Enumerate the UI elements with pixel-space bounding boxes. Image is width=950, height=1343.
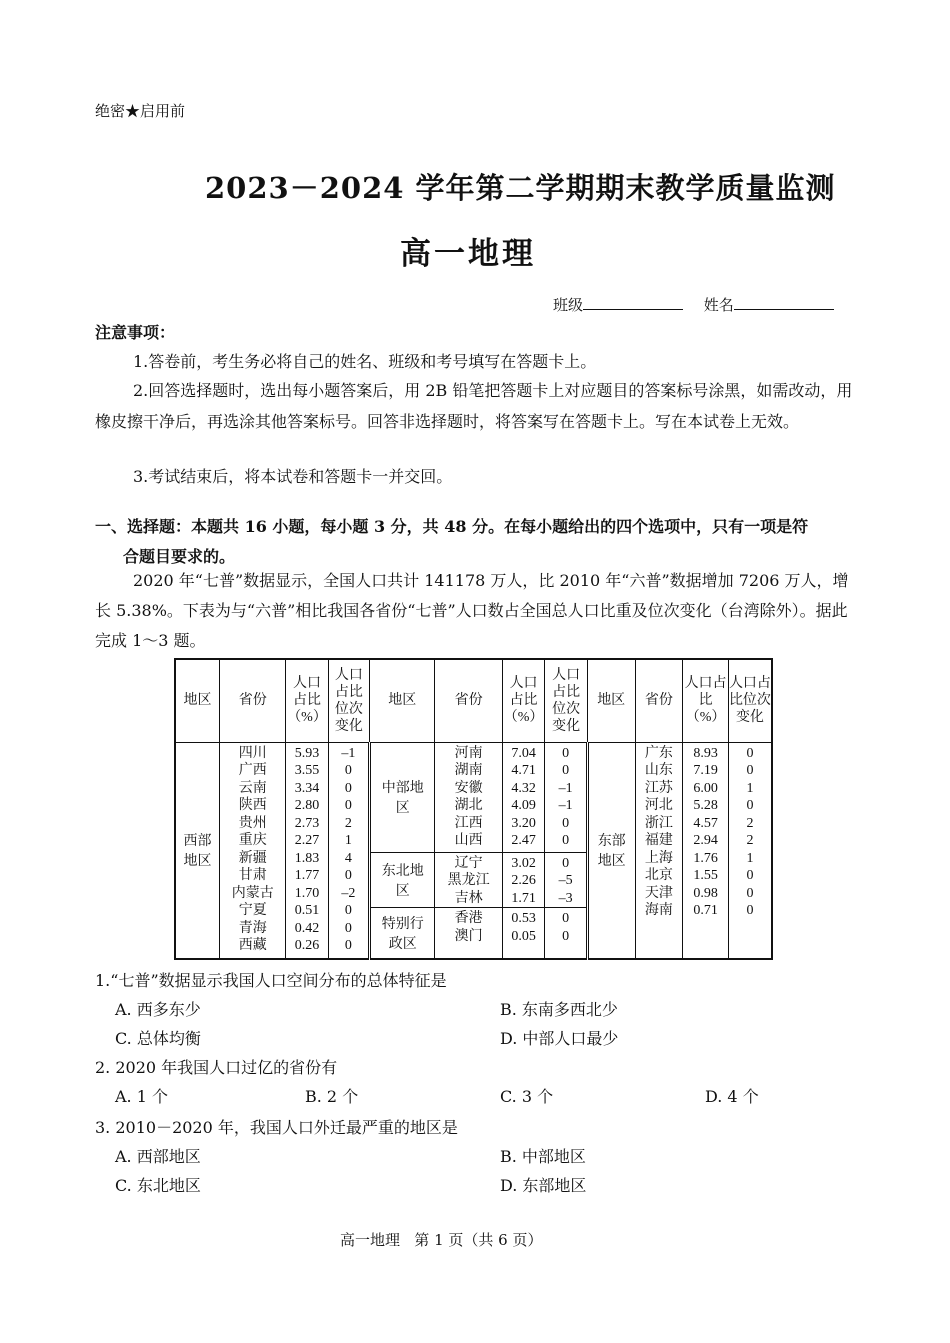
th-share: 人口占比（%）	[286, 659, 328, 742]
th-region: 地区	[370, 659, 435, 742]
section-heading-line1: 一、选择题：本题共 16 小题，每小题 3 分，共 48 分。在每小题给出的四个选项中，只有一项是符	[95, 517, 809, 536]
table-header-row	[175, 659, 772, 742]
question-3-option-a[interactable]: A. 西部地区	[115, 1147, 201, 1166]
material-intro: 2020 年“七普”数据显示，全国人口共计 141178 万人，比 2010 年“六普”数据增加 7206 万人，增长 5.38%。下表为与“六普”相比我国各省份“七普”人口数占全国总人口比重及位次变化（台湾除外）。据此完成 1～3 题。	[95, 571, 849, 650]
class-name-line	[553, 294, 850, 315]
notice-title: 注意事项：	[95, 323, 176, 342]
name-blank[interactable]	[734, 295, 834, 310]
th-province: 省份	[635, 659, 683, 742]
west-ranks: –1 0 0 0 2 1 4 0 –2 0 0 0	[328, 742, 369, 959]
central-shares: 7.04 4.71 4.32 4.09 3.20 2.47	[502, 742, 545, 852]
west-shares: 5.93 3.55 3.34 2.80 2.73 2.27 1.83 1.77 1.70 0.51 0.42 0.26	[286, 742, 328, 959]
notice-item-1: 1.答卷前，考生务必将自己的姓名、班级和考号填写在答题卡上。	[133, 352, 597, 371]
question-3-option-c[interactable]: C. 东北地区	[115, 1176, 201, 1195]
th-rank: 人口占比位次变化	[545, 659, 588, 742]
question-1-option-c[interactable]: C. 总体均衡	[115, 1029, 201, 1048]
sar-ranks: 0 0	[545, 908, 588, 959]
question-1-stem: 1.“七普”数据显示我国人口空间分布的总体特征是	[95, 971, 447, 990]
question-3-option-d[interactable]: D. 东部地区	[500, 1176, 587, 1195]
subject-title: 高一地理	[400, 236, 536, 272]
sar-provinces: 香港 澳门	[435, 908, 502, 959]
population-table	[174, 658, 773, 960]
east-ranks: 0 0 1 0 2 2 1 0 0 0	[728, 742, 772, 959]
west-region: 西部地区	[175, 742, 220, 959]
th-province: 省份	[435, 659, 502, 742]
notice-item-2: 2.回答选择题时，选出每小题答案后，用 2B 铅笔把答题卡上对应题目的答案标号涂黑，如需改动，用橡皮擦干净后，再选涂其他答案标号。回答非选择题时，将答案写在答题卡上。写在本试卷上无效。	[95, 381, 853, 431]
west-provinces: 四川 广西 云南 陕西 贵州 重庆 新疆 甘肃 内蒙古 宁夏 青海 西藏	[220, 742, 286, 959]
exam-title: 2023－2024 学年第二学期期末教学质量监测	[205, 171, 836, 205]
east-provinces: 广东 山东 江苏 河北 浙江 福建 上海 北京 天津 海南	[635, 742, 683, 959]
name-label: 姓名	[703, 296, 734, 314]
central-provinces: 河南 湖南 安徽 湖北 江西 山西	[435, 742, 502, 852]
question-2-option-b[interactable]: B. 2 个	[305, 1087, 359, 1106]
question-2-option-c[interactable]: C. 3 个	[500, 1087, 554, 1106]
question-3-option-b[interactable]: B. 中部地区	[500, 1147, 586, 1166]
th-share: 人口占比（%）	[502, 659, 545, 742]
central-ranks: 0 0 –1 –1 0 0	[545, 742, 588, 852]
th-share: 人口占比（%）	[683, 659, 729, 742]
northeast-ranks: 0 –5 –3	[545, 852, 588, 908]
central-region: 中部地区	[370, 742, 435, 852]
northeast-shares: 3.02 2.26 1.71	[502, 852, 545, 908]
th-region: 地区	[175, 659, 220, 742]
question-2-option-a[interactable]: A. 1 个	[115, 1087, 168, 1106]
question-2-option-d[interactable]: D. 4 个	[705, 1087, 759, 1106]
question-3-stem: 3. 2010－2020 年，我国人口外迁最严重的地区是	[95, 1118, 458, 1137]
section-heading	[95, 512, 857, 572]
question-1-option-a[interactable]: A. 西多东少	[115, 1000, 201, 1019]
sar-shares: 0.53 0.05	[502, 908, 545, 959]
question-2-stem: 2. 2020 年我国人口过亿的省份有	[95, 1058, 338, 1077]
northeast-region: 东北地区	[370, 852, 435, 908]
notice-item-3: 3.考试结束后，将本试卷和答题卡一并交回。	[133, 467, 453, 486]
northeast-provinces: 辽宁 黑龙江 吉林	[435, 852, 502, 908]
east-shares: 8.93 7.19 6.00 5.28 4.57 2.94 1.76 1.55 0.98 0.71	[683, 742, 729, 959]
question-1-option-b[interactable]: B. 东南多西北少	[500, 1000, 618, 1019]
section-heading-line2: 合题目要求的。	[123, 547, 236, 566]
class-blank[interactable]	[583, 295, 683, 310]
th-region: 地区	[587, 659, 635, 742]
th-rank: 人口占比位次变化	[728, 659, 772, 742]
sar-region: 特别行政区	[370, 908, 435, 959]
th-rank: 人口占比位次变化	[328, 659, 369, 742]
class-label: 班级	[553, 296, 584, 314]
secret-mark: 绝密★启用前	[95, 102, 186, 120]
th-province: 省份	[220, 659, 286, 742]
page-footer: 高一地理 第 1 页（共 6 页）	[340, 1231, 543, 1249]
east-region: 东部地区	[587, 742, 635, 959]
question-1-option-d[interactable]: D. 中部人口最少	[500, 1029, 619, 1048]
